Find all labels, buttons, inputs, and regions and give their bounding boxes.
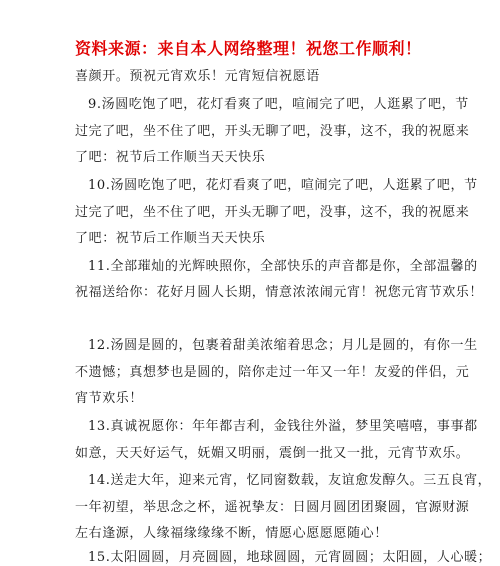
source-header: 资料来源：来自本人网络整理！祝您工作顺利！ <box>75 39 422 58</box>
text-line: 15.太阳圆圆，月亮圆圆，地球圆圆，元宵圆圆；太阳圆，人心暖； <box>88 550 492 565</box>
text-line: 不遗憾；真想梦也是圆的，陪你走过一年又一年！友爱的伴侣，元 <box>75 365 470 380</box>
text-line: 13.真诚祝愿你：年年都吉利，金钱往外溢，梦里笑嘻嘻，事事都 <box>88 419 478 434</box>
text-line: 12.汤圆是圆的，包裹着甜美浓缩着思念；月儿是圆的，有你一生 <box>88 338 478 353</box>
text-line: 10.汤圆吃饱了吧，花灯看爽了吧，喧闹完了吧，人逛累了吧，节 <box>88 178 478 193</box>
text-line: 祝福送给你：花好月圆人长期，情意浓浓闹元宵！祝您元宵节欢乐！ <box>75 285 484 300</box>
text-line: 喜颜开。预祝元宵欢乐！元宵短信祝愿语 <box>75 69 320 84</box>
text-line: 过完了吧，坐不住了吧，开头无聊了吧，没事，这不，我的祝愿来 <box>75 124 470 139</box>
text-line: 如意，天天好运气，妩媚又明丽，震倒一批又一批，元宵节欢乐。 <box>75 446 470 461</box>
text-line: 过完了吧，坐不住了吧，开头无聊了吧，没事，这不，我的祝愿来 <box>75 205 470 220</box>
text-line: 11.全部璀灿的光辉映照你，全部快乐的声音都是你，全部温馨的 <box>88 259 478 274</box>
text-line: 一年初望，举思念之杯，遥祝挚友：日圆月圆团团聚圆，官源财源 <box>75 500 470 515</box>
text-line: 了吧：祝节后工作顺当天天快乐 <box>75 231 266 246</box>
text-line: 宵节欢乐！ <box>75 391 144 406</box>
text-line: 了吧：祝节后工作顺当天天快乐 <box>75 150 266 165</box>
text-line: 9.汤圆吃饱了吧，花灯看爽了吧，喧闹完了吧，人逛累了吧，节 <box>88 97 469 112</box>
text-line: 14.送走大年，迎来元宵，忆同窗数载，友谊愈发醇久。三五良宵， <box>88 473 492 488</box>
text-line: 左右逢源，人缘福缘缘缘不断，情愿心愿愿愿随心！ <box>75 526 388 541</box>
